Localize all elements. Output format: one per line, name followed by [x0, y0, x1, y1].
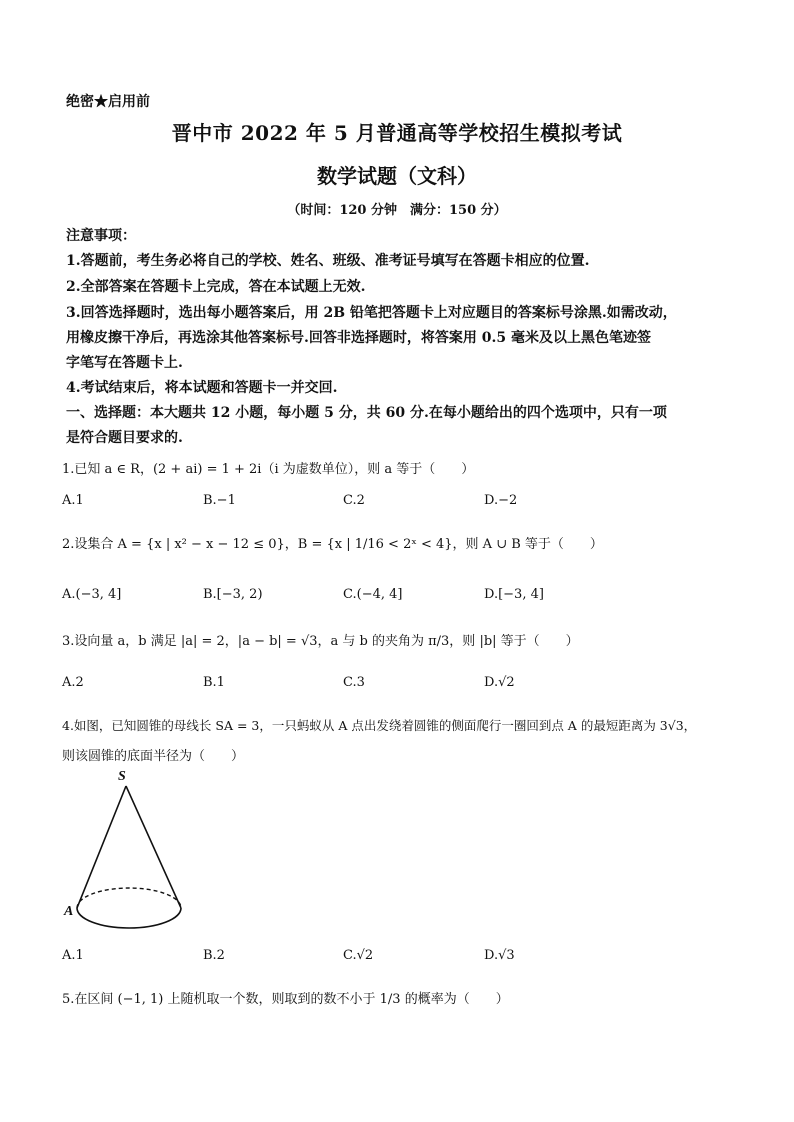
vertex-label-s: S — [118, 769, 126, 784]
section-heading: 一、选择题：本大题共 12 小题，每小题 5 分，共 60 分.在每小题给出的四个选项中，只有一项 — [66, 405, 667, 421]
question-4-stem-cont: 则该圆锥的底面半径为（ ） — [62, 749, 245, 764]
exam-subtitle: 数学试题（文科） — [317, 164, 477, 188]
question-3-option-b: B.1 — [203, 675, 225, 690]
notice-heading: 注意事项： — [66, 228, 136, 244]
question-2-option-c: C.(−4, 4] — [343, 587, 403, 602]
question-2-option-b: B.[−3, 2) — [203, 587, 263, 602]
question-4-option-a: A.1 — [62, 948, 84, 963]
question-3-option-c: C.3 — [343, 675, 365, 690]
exam-title: 晋中市 2022 年 5 月普通高等学校招生模拟考试 — [171, 121, 623, 145]
confidential-label: 绝密★启用前 — [66, 94, 150, 110]
question-4-option-b: B.2 — [203, 948, 225, 963]
question-1-option-d: D.−2 — [484, 493, 518, 508]
question-4-stem: 4.如图，已知圆锥的母线长 SA = 3，一只蚂蚁从 A 点出发绕着圆锥的侧面爬行一圈回到点 A 的最短距离为 3√3， — [62, 718, 697, 733]
point-label-a: A — [64, 904, 74, 919]
question-2-option-d: D.[−3, 4] — [484, 587, 544, 602]
question-1-option-b: B.−1 — [203, 493, 236, 508]
question-4-option-c: C.√2 — [343, 948, 374, 963]
question-5-stem: 5.在区间 (−1, 1) 上随机取一个数，则取到的数不小于 1/3 的概率为（ ） — [62, 992, 509, 1007]
notice-item: 1.答题前，考生务必将自己的学校、姓名、班级、准考证号填写在答题卡相应的位置. — [66, 253, 590, 269]
question-3-stem: 3.设向量 a，b 满足 |a| = 2，|a − b| = √3，a 与 b 的夹角为 π/3，则 |b| 等于（ ） — [62, 634, 579, 649]
notice-item: 字笔写在答题卡上. — [66, 355, 183, 371]
question-1-option-c: C.2 — [343, 493, 365, 508]
notice-item: 用橡皮擦干净后，再选涂其他答案标号.回答非选择题时，将答案用 0.5 毫米及以上黑色笔迹签 — [66, 330, 651, 346]
question-3-option-a: A.2 — [62, 675, 84, 690]
question-1-option-a: A.1 — [62, 493, 84, 508]
section-heading-cont: 是符合题目要求的. — [66, 430, 183, 446]
time-info: （时间：120 分钟 满分：150 分） — [287, 203, 507, 218]
question-4-option-d: D.√3 — [484, 948, 515, 963]
notice-item: 2.全部答案在答题卡上完成，答在本试题上无效. — [66, 279, 366, 295]
question-1-stem: 1.已知 a ∈ R，(2 + ai) = 1 + 2i（i 为虚数单位），则 a 等于（ ） — [62, 462, 475, 477]
cone-figure — [60, 764, 200, 934]
question-2-option-a: A.(−3, 4] — [62, 587, 122, 602]
question-3-option-d: D.√2 — [484, 675, 515, 690]
notice-item: 3.回答选择题时，选出每小题答案后，用 2B 铅笔把答题卡上对应题目的答案标号涂黑.如需改动， — [66, 305, 677, 321]
notice-item: 4.考试结束后，将本试题和答题卡一并交回. — [66, 380, 338, 396]
question-2-stem: 2.设集合 A = {x | x² − x − 12 ≤ 0}，B = {x | 1/16 < 2ˣ < 4}，则 A ∪ B 等于（ ） — [62, 537, 603, 552]
